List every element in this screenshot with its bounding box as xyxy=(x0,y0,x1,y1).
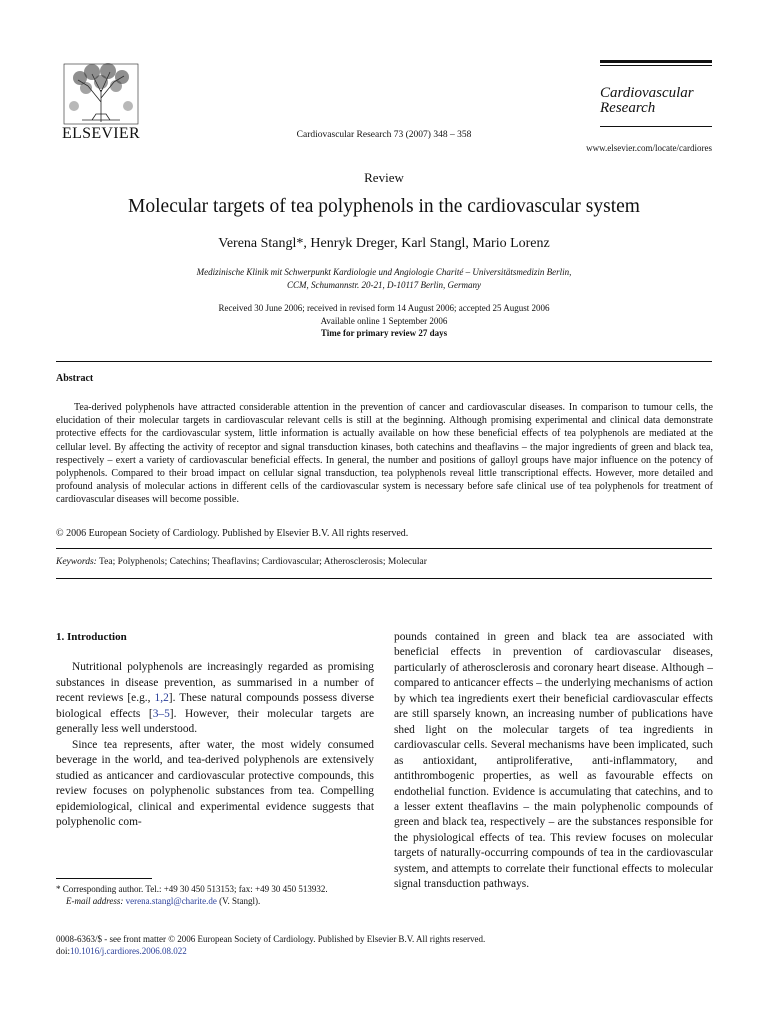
journal-masthead xyxy=(600,60,712,127)
journal-citation: Cardiovascular Research 73 (2007) 348 – 358 xyxy=(296,130,472,140)
publisher-name: ELSEVIER xyxy=(62,125,140,142)
online-date: Available online 1 September 2006 xyxy=(320,315,448,326)
masthead-bottom-rule xyxy=(600,126,712,127)
footnote-corresponding: * Corresponding author. Tel.: +49 30 450 513153; fax: +49 30 450 513932. xyxy=(56,884,328,894)
journal-name-line1: Cardiovascular xyxy=(600,85,694,101)
keywords-list: Tea; Polyphenols; Catechins; Theaflavins; Cardiovascular; Atherosclerosis; Molecular xyxy=(99,557,427,567)
corresponding-mark[interactable]: * xyxy=(296,236,304,251)
doi-line xyxy=(56,945,485,957)
intro-p1-text-b: ]. These natural compounds possess diverse biological effects [ xyxy=(56,692,374,720)
footnote-email xyxy=(56,895,374,907)
email-suffix: (V. Stangl). xyxy=(216,896,261,906)
masthead-rule xyxy=(600,60,712,63)
keywords xyxy=(56,557,427,567)
body-right-column xyxy=(394,630,713,893)
intro-paragraph-1 xyxy=(56,660,374,737)
intro-paragraph-2: Since tea represents, after water, the most widely consumed beverage in the world, and tea-derived polyphenols are extensively studied as anticancer and cardiovascular protective compounds, this review focuses on polyphenolic substances from tea. Compelling epidemiological, clinical and experimental evidence suggests that polyphenolic com- xyxy=(56,738,374,828)
received-dates: Received 30 June 2006; received in revised form 14 August 2006; accepted 25 August 2006 xyxy=(218,303,550,313)
abstract-copyright: © 2006 European Society of Cardiology. Published by Elsevier B.V. All rights reserved. xyxy=(56,528,409,539)
review-time: Time for primary review 27 days xyxy=(320,328,448,338)
reference-link-3-5[interactable]: 3–5 xyxy=(152,707,170,720)
reference-link-1-2[interactable]: 1,2 xyxy=(154,692,169,705)
journal-name xyxy=(600,86,712,116)
doi-link[interactable]: 10.1016/j.cardiores.2006.08.022 xyxy=(70,946,187,956)
intro-paragraph-continued: pounds contained in green and black tea are associated with beneficial effects in prevention of cardiovascular diseases, particularly of atherosclerosis and coronary heart disease. Although – compared to anticancer effects – the underlying mechanisms of action by which tea ingredients exert their beneficial cardiovascular effects are still sparsely known, an increasing number of publications have shed light on the molecular targets of tea ingredients in cardiovascular cells. Several mechanisms have been implicated, such as antioxidant, antiproliferative, anti-inflammatory, and antithrombogenic properties, as well as favourable effects on endothelial function. Evidence is accumulating that catechins, and to a lesser extent theaflavins – the main polyphenolic compounds of green and black tea, respectively – are the substances responsible for the physiological effects of tea. This review focuses on molecular targets of naturally-occurring compounds of tea in the cardiovascular system, and attempts to correlate their functional effects to molecular signal transduction pathways. xyxy=(394,631,713,891)
keywords-top-rule xyxy=(56,548,712,549)
abstract-text: Tea-derived polyphenols have attracted considerable attention in the prevention of cancer and cardiovascular diseases. In comparison to tumour cells, the elucidation of their molecular targets in cardiovascular relevant cells is still at the beginning. Although promising experimental and clinical data demonstrate protective effects for the cardiovascular system, little information is actually available on how these beneficial effects of tea polyphenols are mediated at the cellular level. By affecting the activity of receptor and signal transduction kinases, both catechins and theaflavins – the major ingredients of green and black tea, respectively – exert a variety of cardiovascular beneficial effects. In general, the number and positions of galloyl groups have major influence on the potency of polyphenols. Compared to their broad impact on cellular signal transduction, tea polyphenols reveal little transcriptional effects. However, more detailed and profound analysis of molecular actions in different cells of the cardiovascular system is necessary before safe clinical use of tea polyphenols for treatment of cardiovascular diseases will become possible. xyxy=(56,402,713,506)
affiliation-line2: CCM, Schumannstr. 20-21, D-10117 Berlin, Germany xyxy=(286,280,482,290)
abstract-top-rule xyxy=(56,361,712,362)
article-type: Review xyxy=(364,170,404,185)
masthead-rule-thin xyxy=(600,65,712,66)
footnote xyxy=(56,883,374,907)
section-heading-introduction: 1. Introduction xyxy=(56,631,127,643)
footnote-rule xyxy=(56,878,152,879)
email-link[interactable]: verena.stangl@charite.de xyxy=(125,896,217,906)
keywords-label: Keywords: xyxy=(56,557,97,567)
intro-p1-text-c: ]. However, their molecular targets are generally less well understood. xyxy=(56,707,375,736)
article-dates xyxy=(0,302,768,340)
affiliation-line1: Medizinische Klinik mit Schwerpunkt Kardiologie und Angiologie Charité – Universitätsmedizin Berlin, xyxy=(196,267,572,277)
author-list xyxy=(0,236,768,252)
affiliation xyxy=(0,266,768,292)
author-others: , Henryk Dreger, Karl Stangl, Mario Lorenz xyxy=(303,236,550,251)
front-matter-note xyxy=(56,933,485,957)
keywords-bottom-rule xyxy=(56,578,712,579)
body-left-column xyxy=(56,630,374,830)
issn-line: 0008-6363/$ - see front matter © 2006 European Society of Cardiology. Published by Elsevier B.V. All rights reserved. xyxy=(56,934,486,944)
abstract-heading: Abstract xyxy=(56,373,94,384)
intro-p1-text-a: Nutritional polyphenols are increasingly regarded as promising substances in disease prevention, as summarised in a number of recent reviews [e.g., xyxy=(56,661,374,705)
journal-name-line2: Research xyxy=(600,100,656,116)
email-label: E-mail address: xyxy=(66,896,124,906)
journal-url[interactable]: www.elsevier.com/locate/cardiores xyxy=(586,143,712,153)
elsevier-tree-logo xyxy=(62,62,140,126)
doi-label: doi: xyxy=(56,946,71,956)
author-first[interactable]: Verena Stangl xyxy=(218,236,297,251)
article-title: Molecular targets of tea polyphenols in the cardiovascular system xyxy=(128,196,640,217)
